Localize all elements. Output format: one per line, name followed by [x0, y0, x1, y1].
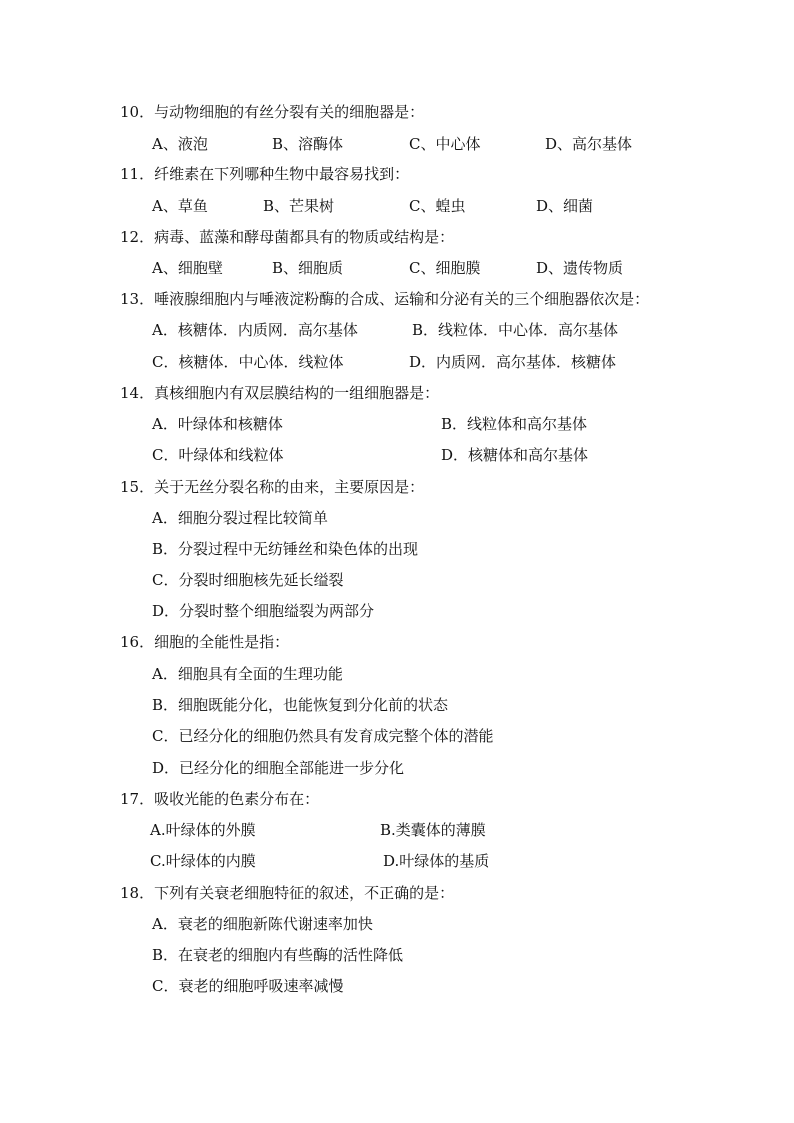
q18-option-a: A．衰老的细胞新陈代谢速率加快	[152, 915, 373, 933]
q10-option-a: A、液泡	[152, 135, 208, 153]
q12-option-d: D、遗传物质	[536, 259, 624, 277]
q12-option-b: B、细胞质	[272, 259, 344, 277]
q11-option-a: A、草鱼	[152, 197, 208, 215]
question-16-stem: 16．细胞的全能性是指：	[120, 633, 290, 651]
q16-option-c: C．已经分化的细胞仍然具有发育成完整个体的潜能	[152, 727, 494, 745]
q15-option-b: B．分裂过程中无纺锤丝和染色体的出现	[152, 540, 419, 558]
q12-option-c: C、细胞膜	[409, 259, 481, 277]
q13-option-c: C．核糖体．中心体．线粒体	[152, 353, 344, 371]
q17-option-a: A.叶绿体的外膜	[150, 821, 256, 839]
question-11-stem: 11．纤维素在下列哪种生物中最容易找到：	[120, 165, 410, 183]
q15-option-d: D．分裂时整个细胞缢裂为两部分	[152, 602, 375, 620]
q16-option-b: B．细胞既能分化，也能恢复到分化前的状态	[152, 696, 449, 714]
q16-option-a: A．细胞具有全面的生理功能	[152, 665, 343, 683]
q18-option-b: B．在衰老的细胞内有些酶的活性降低	[152, 946, 404, 964]
q14-option-d: D．核糖体和高尔基体	[441, 446, 589, 464]
q15-option-c: C．分裂时细胞核先延长缢裂	[152, 571, 344, 589]
question-12-stem: 12．病毒、蓝藻和酵母菌都具有的物质或结构是：	[120, 228, 455, 246]
q11-option-c: C、蝗虫	[409, 197, 466, 215]
question-13-stem: 13．唾液腺细胞内与唾液淀粉酶的合成、运输和分泌有关的三个细胞器依次是：	[120, 290, 650, 308]
question-15-stem: 15．关于无丝分裂名称的由来，主要原因是：	[120, 478, 425, 496]
q17-option-d: D.叶绿体的基质	[383, 852, 490, 870]
q12-option-a: A、细胞壁	[152, 259, 223, 277]
q14-option-c: C．叶绿体和线粒体	[152, 446, 284, 464]
q13-option-a: A．核糖体．内质网．高尔基体	[152, 321, 358, 339]
q14-option-b: B．线粒体和高尔基体	[441, 415, 588, 433]
q16-option-d: D．已经分化的细胞全部能进一步分化	[152, 759, 405, 777]
q13-option-d: D．内质网．高尔基体．核糖体	[409, 353, 617, 371]
q10-option-b: B、溶酶体	[272, 135, 344, 153]
q18-option-c: C．衰老的细胞呼吸速率减慢	[152, 977, 344, 995]
q15-option-a: A．细胞分裂过程比较简单	[152, 509, 328, 527]
question-17-stem: 17．吸收光能的色素分布在：	[120, 790, 320, 808]
question-10-stem: 10．与动物细胞的有丝分裂有关的细胞器是：	[120, 103, 425, 121]
q10-option-d: D、高尔基体	[545, 135, 633, 153]
q13-option-b: B．线粒体．中心体．高尔基体	[412, 321, 619, 339]
question-14-stem: 14．真核细胞内有双层膜结构的一组细胞器是：	[120, 384, 440, 402]
q10-option-c: C、中心体	[409, 135, 481, 153]
q17-option-b: B.类囊体的薄膜	[380, 821, 486, 839]
question-18-stem: 18．下列有关衰老细胞特征的叙述，不正确的是：	[120, 884, 455, 902]
q11-option-d: D、细菌	[536, 197, 594, 215]
q14-option-a: A．叶绿体和核糖体	[152, 415, 283, 433]
q17-option-c: C.叶绿体的内膜	[150, 852, 256, 870]
q11-option-b: B、芒果树	[263, 197, 335, 215]
